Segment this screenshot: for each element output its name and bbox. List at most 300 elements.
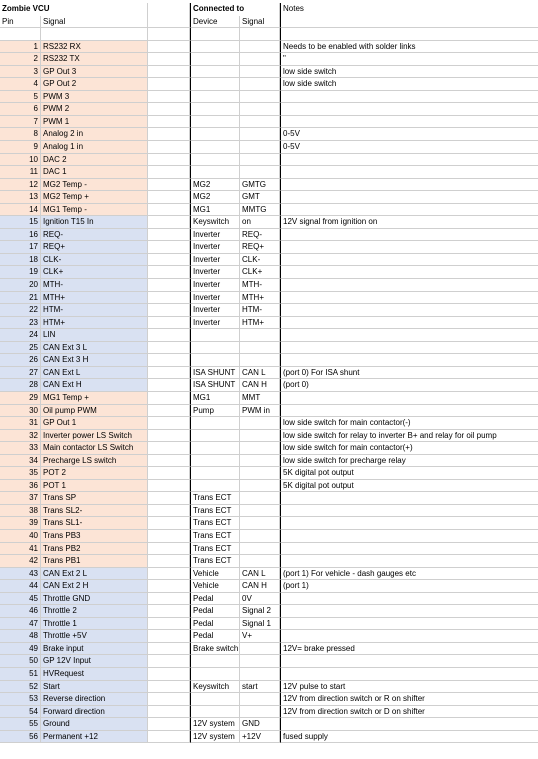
empty-cell[interactable]	[148, 568, 190, 581]
empty-cell[interactable]	[148, 166, 190, 179]
empty-cell[interactable]	[148, 292, 190, 305]
signal-cell[interactable]: LIN	[41, 329, 148, 342]
empty-cell[interactable]	[148, 342, 190, 355]
pin-cell[interactable]: 29	[0, 392, 41, 405]
device-cell[interactable]: Pedal	[190, 605, 240, 618]
device-cell[interactable]	[190, 53, 240, 66]
device-cell[interactable]	[190, 706, 240, 719]
device-signal-cell[interactable]: CLK+	[240, 266, 280, 279]
device-signal-cell[interactable]	[240, 668, 280, 681]
device-signal-cell[interactable]	[240, 430, 280, 443]
device-signal-cell[interactable]: GND	[240, 718, 280, 731]
device-cell[interactable]: Inverter	[190, 254, 240, 267]
device-cell[interactable]: ISA SHUNT	[190, 367, 240, 380]
device-signal-cell[interactable]	[240, 53, 280, 66]
empty-cell[interactable]	[148, 367, 190, 380]
pin-cell[interactable]: 2	[0, 53, 41, 66]
device-signal-cell[interactable]: REQ+	[240, 241, 280, 254]
signal-cell[interactable]: Main contactor LS Switch	[41, 442, 148, 455]
device-cell[interactable]	[190, 455, 240, 468]
device-signal-cell[interactable]	[240, 505, 280, 518]
signal-cell[interactable]: Trans SP	[41, 492, 148, 505]
device-signal-cell[interactable]: Signal 1	[240, 618, 280, 631]
pin-cell[interactable]: 39	[0, 517, 41, 530]
empty-cell[interactable]	[148, 241, 190, 254]
empty-cell[interactable]	[148, 329, 190, 342]
device-signal-cell[interactable]: GMTG	[240, 179, 280, 192]
note-cell[interactable]	[280, 668, 538, 681]
device-cell[interactable]	[190, 141, 240, 154]
pin-cell[interactable]: 38	[0, 505, 41, 518]
empty-cell[interactable]	[148, 593, 190, 606]
pin-cell[interactable]: 11	[0, 166, 41, 179]
note-cell[interactable]: 12V signal from ignition on	[280, 216, 538, 229]
device-signal-cell[interactable]	[240, 342, 280, 355]
note-cell[interactable]: low side switch for main contactor(-)	[280, 417, 538, 430]
empty-cell[interactable]	[148, 41, 190, 54]
signal-cell[interactable]: GP Out 2	[41, 78, 148, 91]
notes-header[interactable]: Notes	[280, 3, 538, 16]
empty-cell[interactable]	[148, 655, 190, 668]
note-cell[interactable]	[280, 342, 538, 355]
pin-cell[interactable]: 48	[0, 630, 41, 643]
signal-cell[interactable]: REQ-	[41, 229, 148, 242]
note-cell[interactable]: low side switch for main contactor(+)	[280, 442, 538, 455]
empty-cell[interactable]	[148, 605, 190, 618]
signal-cell[interactable]: Throttle 2	[41, 605, 148, 618]
empty-cell[interactable]	[148, 580, 190, 593]
empty-cell[interactable]	[148, 266, 190, 279]
device-signal-cell[interactable]: Signal 2	[240, 605, 280, 618]
note-cell[interactable]	[280, 655, 538, 668]
pin-cell[interactable]: 44	[0, 580, 41, 593]
pin-cell[interactable]: 18	[0, 254, 41, 267]
pin-cell[interactable]: 23	[0, 317, 41, 330]
device-signal-cell[interactable]: start	[240, 681, 280, 694]
device-cell[interactable]	[190, 668, 240, 681]
pin-cell[interactable]: 36	[0, 480, 41, 493]
signal-cell[interactable]	[41, 28, 148, 41]
device-cell[interactable]	[190, 78, 240, 91]
device-cell[interactable]	[190, 329, 240, 342]
device-signal-cell[interactable]	[240, 154, 280, 167]
note-cell[interactable]	[280, 543, 538, 556]
signal-cell[interactable]: Trans PB3	[41, 530, 148, 543]
note-cell[interactable]: (port 1)	[280, 580, 538, 593]
pin-cell[interactable]: 19	[0, 266, 41, 279]
note-cell[interactable]	[280, 329, 538, 342]
note-cell[interactable]	[280, 530, 538, 543]
notes-column-header[interactable]	[280, 16, 538, 29]
device-cell[interactable]	[190, 166, 240, 179]
note-cell[interactable]	[280, 593, 538, 606]
device-cell[interactable]	[190, 354, 240, 367]
pin-cell[interactable]: 13	[0, 191, 41, 204]
pin-cell[interactable]: 22	[0, 304, 41, 317]
pin-cell[interactable]: 15	[0, 216, 41, 229]
device-signal-cell[interactable]: HTM-	[240, 304, 280, 317]
header-empty[interactable]	[148, 3, 190, 16]
device-signal-cell[interactable]	[240, 693, 280, 706]
note-cell[interactable]	[280, 718, 538, 731]
note-cell[interactable]	[280, 241, 538, 254]
device-signal-cell[interactable]	[240, 480, 280, 493]
empty-cell[interactable]	[148, 304, 190, 317]
device-signal-cell[interactable]: CLK-	[240, 254, 280, 267]
empty-cell[interactable]	[148, 379, 190, 392]
signal-cell[interactable]: CAN Ext 3 L	[41, 342, 148, 355]
device-signal-cell[interactable]	[240, 329, 280, 342]
signal-cell[interactable]: GP 12V Input	[41, 655, 148, 668]
empty-cell[interactable]	[148, 317, 190, 330]
pin-cell[interactable]: 55	[0, 718, 41, 731]
device-signal-cell[interactable]	[240, 643, 280, 656]
empty-cell[interactable]	[148, 630, 190, 643]
signal-cell[interactable]: POT 1	[41, 480, 148, 493]
note-cell[interactable]	[280, 229, 538, 242]
device-signal-cell[interactable]	[240, 455, 280, 468]
device-cell[interactable]: Inverter	[190, 266, 240, 279]
note-cell[interactable]	[280, 179, 538, 192]
device-cell[interactable]: 12V system	[190, 731, 240, 744]
note-cell[interactable]: low side switch for relay to inverter B+ and relay for oil pump	[280, 430, 538, 443]
pin-cell[interactable]: 8	[0, 128, 41, 141]
device-signal-cell[interactable]: 0V	[240, 593, 280, 606]
pin-cell[interactable]: 3	[0, 66, 41, 79]
signal-cell[interactable]: GP Out 1	[41, 417, 148, 430]
empty-cell[interactable]	[148, 693, 190, 706]
device-cell[interactable]: 12V system	[190, 718, 240, 731]
device-signal-cell[interactable]	[240, 442, 280, 455]
device-signal-cell[interactable]	[240, 543, 280, 556]
signal-cell[interactable]: CAN Ext L	[41, 367, 148, 380]
device-signal-cell[interactable]	[240, 417, 280, 430]
signal-cell[interactable]: Trans SL1-	[41, 517, 148, 530]
device-cell[interactable]	[190, 103, 240, 116]
device-signal-column-header[interactable]: Signal	[240, 16, 280, 29]
pin-cell[interactable]: 25	[0, 342, 41, 355]
note-cell[interactable]: low side switch	[280, 66, 538, 79]
device-signal-cell[interactable]: HTM+	[240, 317, 280, 330]
device-signal-cell[interactable]	[240, 78, 280, 91]
signal-cell[interactable]: CAN Ext 2 L	[41, 568, 148, 581]
note-cell[interactable]	[280, 555, 538, 568]
empty-cell[interactable]	[148, 354, 190, 367]
device-cell[interactable]: Keyswitch	[190, 216, 240, 229]
device-signal-cell[interactable]: on	[240, 216, 280, 229]
signal-cell[interactable]: Forward direction	[41, 706, 148, 719]
signal-cell[interactable]: HVRequest	[41, 668, 148, 681]
signal-cell[interactable]: Throttle 1	[41, 618, 148, 631]
empty-cell[interactable]	[148, 28, 190, 41]
note-cell[interactable]	[280, 492, 538, 505]
empty-cell[interactable]	[148, 505, 190, 518]
device-signal-cell[interactable]	[240, 41, 280, 54]
empty-cell[interactable]	[148, 442, 190, 455]
note-cell[interactable]: low side switch for precharge relay	[280, 455, 538, 468]
pin-column-header[interactable]: Pin	[0, 16, 41, 29]
note-cell[interactable]	[280, 304, 538, 317]
note-cell[interactable]	[280, 154, 538, 167]
signal-cell[interactable]: Reverse direction	[41, 693, 148, 706]
device-cell[interactable]: Trans ECT	[190, 555, 240, 568]
device-cell[interactable]	[190, 417, 240, 430]
device-cell[interactable]	[190, 693, 240, 706]
device-column-header[interactable]: Device	[190, 16, 240, 29]
note-cell[interactable]	[280, 279, 538, 292]
pin-cell[interactable]: 40	[0, 530, 41, 543]
note-cell[interactable]	[280, 204, 538, 217]
device-cell[interactable]: Trans ECT	[190, 505, 240, 518]
pin-cell[interactable]: 32	[0, 430, 41, 443]
device-cell[interactable]	[190, 430, 240, 443]
device-signal-cell[interactable]: CAN L	[240, 367, 280, 380]
signal-cell[interactable]: Analog 2 in	[41, 128, 148, 141]
pin-cell[interactable]: 54	[0, 706, 41, 719]
device-signal-cell[interactable]: REQ-	[240, 229, 280, 242]
note-cell[interactable]	[280, 28, 538, 41]
device-cell[interactable]	[190, 480, 240, 493]
empty-cell[interactable]	[148, 78, 190, 91]
empty-cell[interactable]	[148, 517, 190, 530]
note-cell[interactable]: (port 1) For vehicle - dash gauges etc	[280, 568, 538, 581]
signal-cell[interactable]: MG1 Temp +	[41, 392, 148, 405]
note-cell[interactable]	[280, 91, 538, 104]
device-signal-cell[interactable]	[240, 354, 280, 367]
device-signal-cell[interactable]: MTH-	[240, 279, 280, 292]
note-cell[interactable]	[280, 605, 538, 618]
pin-cell[interactable]: 4	[0, 78, 41, 91]
signal-cell[interactable]: MTH+	[41, 292, 148, 305]
empty-cell[interactable]	[148, 430, 190, 443]
pin-cell[interactable]: 49	[0, 643, 41, 656]
pin-cell[interactable]: 26	[0, 354, 41, 367]
device-signal-cell[interactable]: CAN L	[240, 568, 280, 581]
device-cell[interactable]: Vehicle	[190, 580, 240, 593]
empty-cell[interactable]	[148, 681, 190, 694]
note-cell[interactable]	[280, 392, 538, 405]
empty-cell[interactable]	[148, 53, 190, 66]
empty-cell[interactable]	[148, 279, 190, 292]
signal-cell[interactable]: CAN Ext 3 H	[41, 354, 148, 367]
note-cell[interactable]	[280, 254, 538, 267]
empty-cell[interactable]	[148, 543, 190, 556]
note-cell[interactable]: fused supply	[280, 731, 538, 744]
pin-cell[interactable]: 7	[0, 116, 41, 129]
signal-cell[interactable]: Analog 1 in	[41, 141, 148, 154]
signal-cell[interactable]: DAC 2	[41, 154, 148, 167]
empty-cell[interactable]	[148, 492, 190, 505]
empty-cell[interactable]	[148, 204, 190, 217]
pin-cell[interactable]: 21	[0, 292, 41, 305]
empty-cell[interactable]	[148, 643, 190, 656]
pin-cell[interactable]	[0, 28, 41, 41]
signal-cell[interactable]: Throttle GND	[41, 593, 148, 606]
pin-cell[interactable]: 43	[0, 568, 41, 581]
note-cell[interactable]	[280, 292, 538, 305]
signal-cell[interactable]: MTH-	[41, 279, 148, 292]
device-cell[interactable]: Pump	[190, 405, 240, 418]
note-cell[interactable]: 12V= brake pressed	[280, 643, 538, 656]
signal-cell[interactable]: RS232 TX	[41, 53, 148, 66]
pin-cell[interactable]: 42	[0, 555, 41, 568]
empty-cell[interactable]	[148, 392, 190, 405]
empty-cell[interactable]	[148, 706, 190, 719]
signal-cell[interactable]: PWM 3	[41, 91, 148, 104]
note-cell[interactable]: 5K digital pot output	[280, 467, 538, 480]
pin-cell[interactable]: 10	[0, 154, 41, 167]
note-cell[interactable]	[280, 354, 538, 367]
signal-cell[interactable]: PWM 2	[41, 103, 148, 116]
note-cell[interactable]	[280, 266, 538, 279]
empty-cell[interactable]	[148, 668, 190, 681]
device-signal-cell[interactable]: GMT	[240, 191, 280, 204]
device-cell[interactable]: MG2	[190, 179, 240, 192]
device-cell[interactable]: Inverter	[190, 241, 240, 254]
note-cell[interactable]: 12V from direction switch or R on shifter	[280, 693, 538, 706]
device-signal-cell[interactable]	[240, 128, 280, 141]
device-signal-cell[interactable]	[240, 467, 280, 480]
note-cell[interactable]	[280, 191, 538, 204]
device-signal-cell[interactable]	[240, 66, 280, 79]
signal-column-header[interactable]: Signal	[41, 16, 148, 29]
device-cell[interactable]: MG1	[190, 204, 240, 217]
device-cell[interactable]: Pedal	[190, 618, 240, 631]
device-cell[interactable]: Inverter	[190, 229, 240, 242]
pin-cell[interactable]: 9	[0, 141, 41, 154]
signal-cell[interactable]: CAN Ext H	[41, 379, 148, 392]
signal-cell[interactable]: Start	[41, 681, 148, 694]
pin-cell[interactable]: 17	[0, 241, 41, 254]
signal-cell[interactable]: CLK+	[41, 266, 148, 279]
pin-cell[interactable]: 1	[0, 41, 41, 54]
device-signal-cell[interactable]: MMT	[240, 392, 280, 405]
signal-cell[interactable]: Trans SL2-	[41, 505, 148, 518]
note-cell[interactable]	[280, 630, 538, 643]
device-cell[interactable]	[190, 467, 240, 480]
device-cell[interactable]	[190, 342, 240, 355]
connected-to-header[interactable]: Connected to	[190, 3, 280, 16]
note-cell[interactable]: low side switch	[280, 78, 538, 91]
device-cell[interactable]: Inverter	[190, 317, 240, 330]
note-cell[interactable]	[280, 618, 538, 631]
signal-cell[interactable]: MG2 Temp +	[41, 191, 148, 204]
empty-cell[interactable]	[148, 731, 190, 744]
pin-cell[interactable]: 14	[0, 204, 41, 217]
device-signal-cell[interactable]	[240, 103, 280, 116]
device-cell[interactable]	[190, 66, 240, 79]
device-cell[interactable]: Inverter	[190, 279, 240, 292]
note-cell[interactable]: 12V pulse to start	[280, 681, 538, 694]
empty-cell[interactable]	[148, 216, 190, 229]
empty-cell[interactable]	[148, 103, 190, 116]
empty-cell[interactable]	[148, 179, 190, 192]
device-signal-cell[interactable]: MTH+	[240, 292, 280, 305]
device-cell[interactable]: Trans ECT	[190, 530, 240, 543]
signal-cell[interactable]: CLK-	[41, 254, 148, 267]
empty-cell[interactable]	[148, 530, 190, 543]
device-signal-cell[interactable]	[240, 655, 280, 668]
note-cell[interactable]: 0-5V	[280, 141, 538, 154]
signal-cell[interactable]: Precharge LS switch	[41, 455, 148, 468]
note-cell[interactable]	[280, 116, 538, 129]
empty-cell[interactable]	[148, 480, 190, 493]
note-cell[interactable]: (port 0) For ISA shunt	[280, 367, 538, 380]
empty-cell[interactable]	[148, 141, 190, 154]
note-cell[interactable]	[280, 317, 538, 330]
signal-cell[interactable]: Trans PB1	[41, 555, 148, 568]
note-cell[interactable]	[280, 505, 538, 518]
signal-cell[interactable]: Oil pump PWM	[41, 405, 148, 418]
empty-cell[interactable]	[148, 116, 190, 129]
device-signal-cell[interactable]	[240, 166, 280, 179]
pin-cell[interactable]: 31	[0, 417, 41, 430]
note-cell[interactable]	[280, 166, 538, 179]
device-signal-cell[interactable]	[240, 706, 280, 719]
pin-cell[interactable]: 6	[0, 103, 41, 116]
note-cell[interactable]: "	[280, 53, 538, 66]
device-cell[interactable]: Trans ECT	[190, 492, 240, 505]
signal-cell[interactable]: REQ+	[41, 241, 148, 254]
signal-cell[interactable]: Inverter power LS Switch	[41, 430, 148, 443]
pin-cell[interactable]: 5	[0, 91, 41, 104]
device-signal-cell[interactable]	[240, 141, 280, 154]
pin-cell[interactable]: 20	[0, 279, 41, 292]
device-cell[interactable]: MG1	[190, 392, 240, 405]
device-cell[interactable]: MG2	[190, 191, 240, 204]
empty-cell[interactable]	[148, 66, 190, 79]
pin-cell[interactable]: 30	[0, 405, 41, 418]
pin-cell[interactable]: 41	[0, 543, 41, 556]
pin-cell[interactable]: 56	[0, 731, 41, 744]
device-signal-cell[interactable]	[240, 517, 280, 530]
device-cell[interactable]: Pedal	[190, 593, 240, 606]
note-cell[interactable]: (port 0)	[280, 379, 538, 392]
empty-cell[interactable]	[148, 718, 190, 731]
pin-cell[interactable]: 53	[0, 693, 41, 706]
pin-cell[interactable]: 12	[0, 179, 41, 192]
note-cell[interactable]: 0-5V	[280, 128, 538, 141]
pin-cell[interactable]: 24	[0, 329, 41, 342]
signal-cell[interactable]: POT 2	[41, 467, 148, 480]
empty-cell[interactable]	[148, 91, 190, 104]
device-signal-cell[interactable]	[240, 28, 280, 41]
device-signal-cell[interactable]	[240, 116, 280, 129]
note-cell[interactable]	[280, 517, 538, 530]
header-empty[interactable]	[148, 16, 190, 29]
signal-cell[interactable]: Ignition T15 In	[41, 216, 148, 229]
device-cell[interactable]	[190, 128, 240, 141]
pin-cell[interactable]: 50	[0, 655, 41, 668]
empty-cell[interactable]	[148, 128, 190, 141]
device-cell[interactable]	[190, 655, 240, 668]
device-signal-cell[interactable]	[240, 530, 280, 543]
device-cell[interactable]	[190, 28, 240, 41]
pin-cell[interactable]: 28	[0, 379, 41, 392]
device-signal-cell[interactable]: PWM in	[240, 405, 280, 418]
note-cell[interactable]: Needs to be enabled with solder links	[280, 41, 538, 54]
empty-cell[interactable]	[148, 618, 190, 631]
device-signal-cell[interactable]: V+	[240, 630, 280, 643]
pin-cell[interactable]: 45	[0, 593, 41, 606]
pin-cell[interactable]: 52	[0, 681, 41, 694]
empty-cell[interactable]	[148, 405, 190, 418]
empty-cell[interactable]	[148, 455, 190, 468]
signal-cell[interactable]: HTM-	[41, 304, 148, 317]
device-cell[interactable]	[190, 154, 240, 167]
signal-cell[interactable]: Trans PB2	[41, 543, 148, 556]
signal-cell[interactable]: Ground	[41, 718, 148, 731]
